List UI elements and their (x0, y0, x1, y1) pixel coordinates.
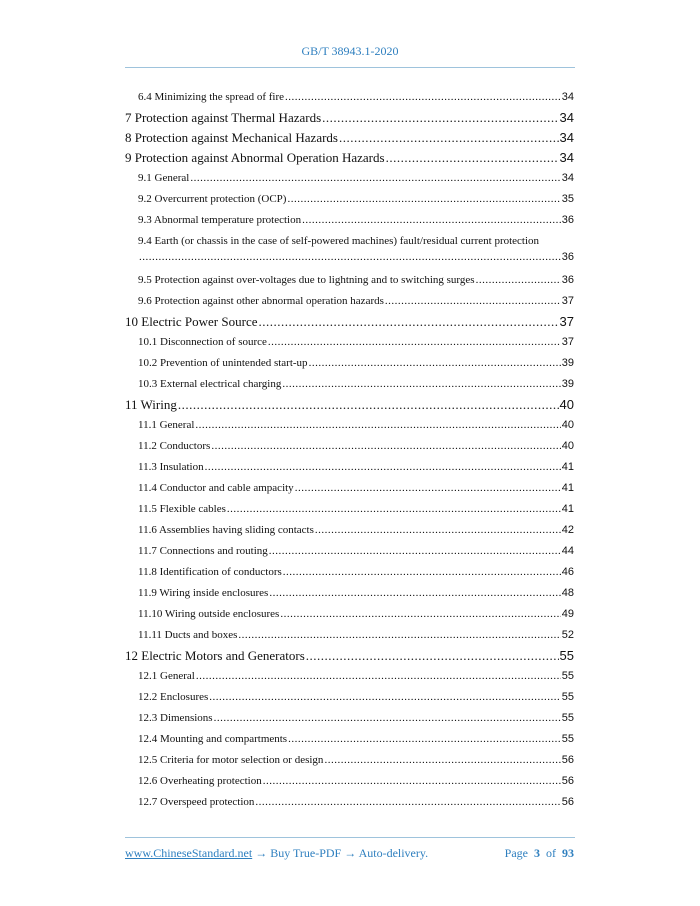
toc-entry-label: 12.6 Overheating protection (138, 775, 262, 787)
toc-entry-page: 39 (561, 378, 574, 390)
toc-entry[interactable] (125, 520, 574, 541)
dot-leader (178, 395, 559, 415)
toc-entry-label: 9.6 Protection against other abnormal operation hazards (138, 295, 384, 307)
toc-entry[interactable] (125, 374, 574, 395)
toc-entry-label: 12 Electric Motors and Generators (125, 648, 305, 663)
dot-leader (385, 291, 561, 312)
toc-entry-page: 56 (561, 775, 574, 787)
toc-entry-page: 44 (561, 545, 574, 557)
dot-leader (269, 541, 561, 562)
document-header: GB/T 38943.1-2020 (301, 44, 399, 58)
dot-leader (282, 374, 560, 395)
table-of-contents (125, 87, 574, 813)
dot-leader (139, 249, 561, 265)
dot-leader (285, 87, 561, 108)
toc-entry[interactable] (125, 583, 574, 604)
toc-entry-page: 37 (561, 295, 574, 307)
dot-leader (205, 457, 561, 478)
dot-leader (214, 708, 561, 729)
dot-leader (339, 128, 559, 148)
dot-leader (195, 415, 560, 436)
toc-entry-label: 12.1 General (138, 670, 195, 682)
dot-leader (476, 270, 561, 291)
toc-entry-label: 7 Protection against Thermal Hazards (125, 110, 322, 125)
toc-entry-page: 34 (561, 91, 574, 103)
toc-entry[interactable] (125, 87, 574, 108)
toc-entry-label: 11.1 General (138, 419, 195, 431)
header-rule (125, 67, 575, 68)
toc-entry-label: 11.5 Flexible cables (138, 503, 226, 515)
dot-leader (227, 499, 561, 520)
toc-entry-page: 56 (561, 796, 574, 808)
toc-entry[interactable] (125, 436, 574, 457)
toc-entry[interactable] (125, 562, 574, 583)
dot-leader (287, 189, 560, 210)
toc-entry-label: 9.4 Earth (or chassis in the case of self-powered machines) fault/residual current protection (138, 235, 540, 247)
toc-entry[interactable] (125, 353, 574, 374)
toc-entry-label: 12.7 Overspeed protection (138, 796, 255, 808)
toc-entry-label: 12.2 Enclosures (138, 691, 209, 703)
toc-entry[interactable] (125, 189, 574, 210)
toc-entry[interactable] (125, 128, 574, 148)
toc-entry-page: 34 (559, 150, 574, 165)
toc-entry-page: 41 (561, 461, 574, 473)
toc-entry[interactable] (125, 108, 574, 128)
toc-entry-label: 10.1 Disconnection of source (138, 336, 267, 348)
toc-entry-page: 34 (559, 110, 574, 125)
dot-leader (283, 562, 561, 583)
dot-leader (288, 729, 561, 750)
toc-entry-page: 42 (561, 524, 574, 536)
toc-entry-page: 40 (561, 419, 574, 431)
toc-entry-page: 35 (561, 193, 574, 205)
footer-tagline: → Buy True-PDF → Auto-delivery. (252, 846, 429, 860)
dot-leader (324, 750, 560, 771)
toc-entry-page: 41 (561, 482, 574, 494)
toc-entry-page: 41 (561, 503, 574, 515)
dot-leader (268, 332, 561, 353)
toc-entry-page: 55 (559, 648, 574, 663)
toc-entry[interactable] (125, 687, 574, 708)
toc-entry-page: 49 (561, 608, 574, 620)
toc-entry-label: 11.8 Identification of conductors (138, 566, 282, 578)
toc-entry[interactable] (125, 541, 574, 562)
dot-leader (302, 210, 561, 231)
toc-entry-label: 11.7 Connections and routing (138, 545, 268, 557)
toc-entry-label: 11.10 Wiring outside enclosures (138, 608, 280, 620)
toc-entry-page: 55 (561, 691, 574, 703)
dot-leader (196, 666, 561, 687)
toc-entry[interactable] (125, 210, 574, 231)
toc-entry-label: 9.5 Protection against over-voltages due to lightning and to switching surges (138, 274, 475, 286)
toc-entry[interactable] (125, 499, 574, 520)
toc-entry-page: 39 (561, 357, 574, 369)
toc-entry[interactable] (125, 750, 574, 771)
dot-leader (211, 436, 560, 457)
toc-entry[interactable] (125, 666, 574, 687)
toc-entry-page: 37 (561, 336, 574, 348)
dot-leader (258, 312, 558, 332)
dot-leader (280, 604, 560, 625)
toc-entry-label: 11.6 Assemblies having sliding contacts (138, 524, 314, 536)
toc-entry[interactable] (125, 270, 574, 291)
dot-leader (190, 168, 560, 189)
toc-entry-label: 10.3 External electrical charging (138, 378, 282, 390)
toc-entry-label: 11.3 Insulation (138, 461, 204, 473)
toc-entry-page: 40 (559, 397, 574, 412)
toc-entry-page: 36 (561, 251, 574, 263)
toc-entry-label: 12.5 Criteria for motor selection or design (138, 754, 324, 766)
toc-entry[interactable] (125, 729, 574, 750)
dot-leader (295, 478, 561, 499)
toc-entry-label: 8 Protection against Mechanical Hazards (125, 130, 338, 145)
toc-entry-page: 55 (561, 733, 574, 745)
dot-leader (315, 520, 561, 541)
toc-entry[interactable] (125, 625, 574, 646)
toc-entry-page: 46 (561, 566, 574, 578)
toc-entry-page: 55 (561, 670, 574, 682)
toc-entry[interactable] (125, 457, 574, 478)
page-number: Page 3 of 93 (504, 846, 574, 860)
toc-entry-page: 48 (561, 587, 574, 599)
toc-entry-label: 11 Wiring (125, 397, 177, 412)
toc-entry-label: 9.1 General (138, 172, 190, 184)
toc-entry-label: 12.3 Dimensions (138, 712, 213, 724)
toc-entry-label: 9.3 Abnormal temperature protection (138, 214, 302, 226)
toc-entry[interactable] (125, 646, 574, 666)
toc-entry-page: 56 (561, 754, 574, 766)
toc-entry-label: 10 Electric Power Source (125, 314, 258, 329)
dot-leader (322, 108, 558, 128)
toc-entry[interactable] (125, 771, 574, 792)
toc-entry-page: 34 (559, 130, 574, 145)
toc-entry-label: 9 Protection against Abnormal Operation Hazards (125, 150, 385, 165)
toc-entry-page: 40 (561, 440, 574, 452)
dot-leader (309, 353, 561, 374)
toc-entry[interactable] (125, 332, 574, 353)
toc-entry[interactable] (125, 395, 574, 415)
toc-entry-page: 52 (561, 629, 574, 641)
toc-entry[interactable] (125, 233, 574, 265)
toc-entry-page: 34 (561, 172, 574, 184)
toc-entry-page: 37 (559, 314, 574, 329)
toc-entry-label: 11.4 Conductor and cable ampacity (138, 482, 294, 494)
dot-leader (238, 625, 560, 646)
dot-leader (255, 792, 560, 813)
toc-entry[interactable] (125, 148, 574, 168)
toc-entry[interactable] (125, 291, 574, 312)
toc-entry-page: 36 (561, 274, 574, 286)
toc-entry-label: 11.2 Conductors (138, 440, 211, 452)
toc-entry-label: 6.4 Minimizing the spread of fire (138, 91, 285, 103)
toc-entry-label: 10.2 Prevention of unintended start-up (138, 357, 308, 369)
toc-entry-label: 9.2 Overcurrent protection (OCP) (138, 193, 287, 205)
toc-entry[interactable] (125, 792, 574, 813)
toc-entry[interactable] (125, 415, 574, 436)
toc-entry[interactable] (125, 604, 574, 625)
toc-entry-page: 55 (561, 712, 574, 724)
website-link[interactable]: www.ChineseStandard.net (125, 846, 253, 860)
dot-leader (306, 646, 559, 666)
toc-entry-label: 12.4 Mounting and compartments (138, 733, 288, 745)
toc-entry-label: 11.11 Ducts and boxes (138, 629, 238, 641)
toc-entry-page: 36 (561, 214, 574, 226)
dot-leader (263, 771, 561, 792)
toc-entry[interactable] (125, 312, 574, 332)
toc-entry-label: 11.9 Wiring inside enclosures (138, 587, 269, 599)
toc-entry[interactable] (125, 168, 574, 189)
dot-leader (386, 148, 559, 168)
toc-entry[interactable] (125, 708, 574, 729)
toc-entry[interactable] (125, 478, 574, 499)
page-footer (125, 846, 574, 861)
dot-leader (209, 687, 560, 708)
footer-rule (125, 837, 575, 838)
dot-leader (269, 583, 560, 604)
